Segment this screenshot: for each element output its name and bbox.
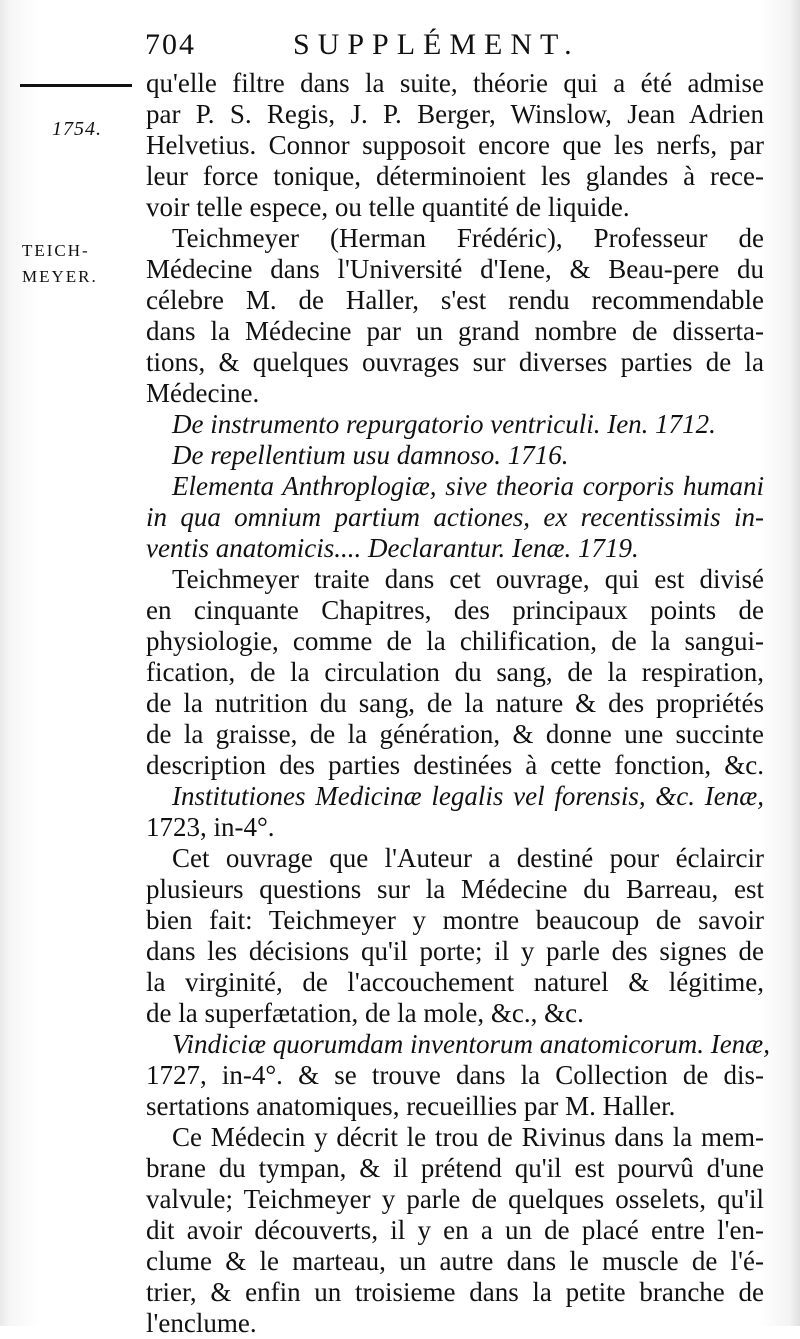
text-line: Médecine. [146, 378, 260, 408]
running-title: SUPPLÉMENT. [293, 28, 580, 61]
text-line: fication, de la circulation du sang, de la respiration, [146, 657, 764, 687]
text-line: en cinquante Chapitres, des principaux points de [146, 595, 764, 625]
text-line: 1723, in-4°. [146, 812, 275, 842]
text-line: Teichmeyer traite dans cet ouvrage, qui est divisé [172, 564, 764, 594]
text-line: dit avoir découverts, il y en a un de placé entre l'en- [146, 1215, 764, 1245]
bibliography-entry: Institutiones Medicinæ legalis vel forensis, &c. Ienæ, [172, 781, 764, 811]
margin-name-line1: TEICH- [22, 241, 90, 260]
bibliography-entry: Vindiciæ quorumdam inventorum anatomicorum. Ienæ, [172, 1029, 770, 1059]
text-line: de la superfætation, de la mole, &c., &c. [146, 998, 584, 1028]
text-line: par P. S. Regis, J. P. Berger, Winslow, Jean Adrien [146, 99, 764, 129]
text-line: sertations anatomiques, recueillies par M. Haller. [146, 1091, 676, 1121]
text-line: plusieurs questions sur la Médecine du Barreau, est [146, 874, 764, 904]
text-line: dans les décisions qu'il porte; il y parle des signes de [146, 936, 764, 966]
margin-name [22, 238, 98, 290]
bibliography-entry: Elementa Anthroplogiæ, sive theoria corporis humani [172, 471, 764, 501]
bibliography-entry: ventis anatomicis.... Declarantur. Ienæ. 1719. [146, 533, 639, 563]
text-line: description des parties destinées à cette fonction, &c. [146, 750, 764, 780]
text-line: de la graisse, de la génération, & donne une succinte [146, 719, 764, 749]
text-line: dans la Médecine par un grand nombre de disserta- [146, 316, 764, 346]
margin-rule [20, 84, 132, 87]
text-line: leur force tonique, déterminoient les glandes à rece- [146, 161, 764, 191]
text-line: Helvetius. Connor supposoit encore que les nerfs, par [146, 130, 764, 160]
bibliography-entry: De instrumento repurgatorio ventriculi. Ien. 1712. [172, 409, 716, 439]
bibliography-entry: in qua omnium partium actiones, ex recentissimis in- [146, 502, 764, 532]
text-line: la virginité, de l'accouchement naturel & légitime, [146, 967, 764, 997]
text-line: bien fait: Teichmeyer y montre beaucoup de savoir [146, 905, 764, 935]
text-line: Cet ouvrage que l'Auteur a destiné pour éclaircir [172, 843, 764, 873]
text-line: 1727, in-4°. & se trouve dans la Collection de dis- [146, 1060, 764, 1090]
text-line: voir telle espece, ou telle quantité de liquide. [146, 192, 630, 222]
text-line: de la nutrition du sang, de la nature & des propriétés [146, 688, 764, 718]
text-line: Ce Médecin y décrit le trou de Rivinus dans la mem- [172, 1122, 764, 1152]
text-line: Médecine dans l'Université d'Iene, & Beau-pere du [146, 254, 764, 284]
text-line: tions, & quelques ouvrages sur diverses parties de la [146, 347, 764, 377]
page-header [145, 28, 745, 68]
page-number: 704 [145, 28, 196, 61]
text-line: célebre M. de Haller, s'est rendu recommendable [146, 285, 764, 315]
text-line: qu'elle filtre dans la suite, théorie qui a été admise [146, 68, 764, 98]
text-line: valvule; Teichmeyer y parle de quelques osselets, qu'il [146, 1184, 764, 1214]
text-line: Teichmeyer (Herman Frédéric), Professeur de [172, 223, 764, 253]
margin-year: 1754. [52, 118, 102, 140]
bibliography-entry: De repellentium usu damnoso. 1716. [172, 440, 569, 470]
body-text [146, 68, 770, 1339]
text-line: brane du tympan, & il prétend qu'il est pourvû d'une [146, 1153, 764, 1183]
text-line: clume & le marteau, un autre dans le muscle de l'é- [146, 1246, 764, 1276]
text-line: l'enclume. [146, 1308, 257, 1338]
margin-name-line2: MEYER. [22, 267, 98, 286]
text-line: physiologie, comme de la chilification, de la sangui- [146, 626, 764, 656]
text-line: trier, & enfin un troisieme dans la petite branche de [146, 1277, 764, 1307]
